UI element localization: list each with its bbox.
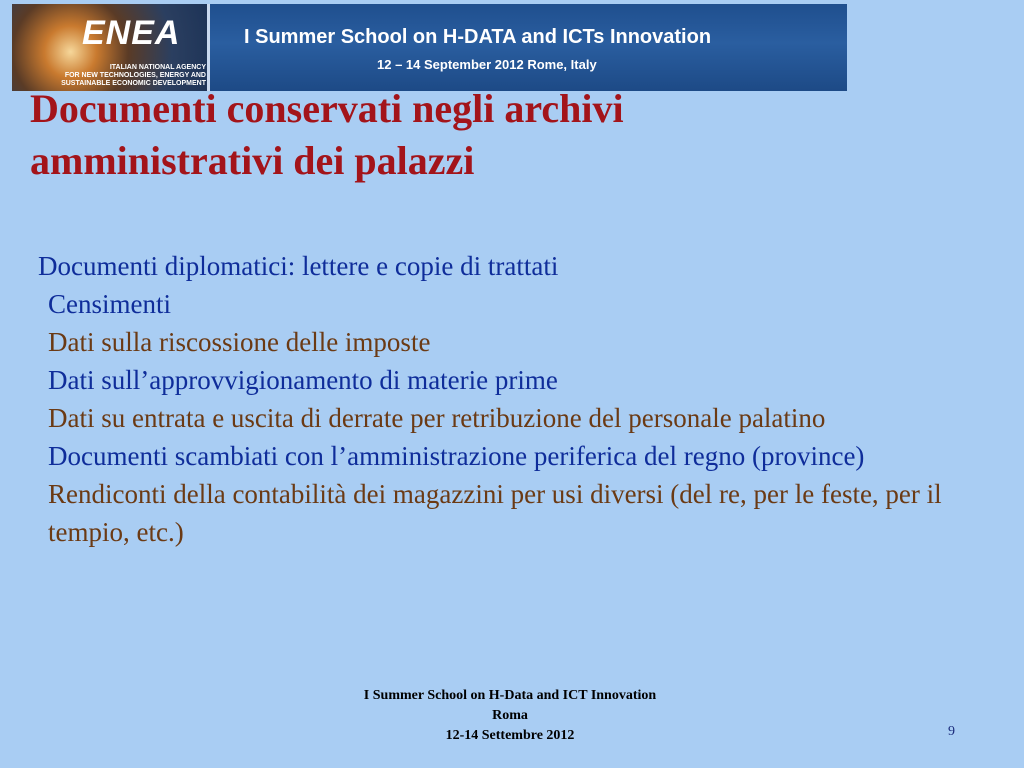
footer-city: Roma [492, 708, 528, 723]
banner-date: 12 – 14 September 2012 Rome, Italy [377, 57, 597, 72]
slide-footer [300, 686, 720, 746]
banner-title: I Summer School on H-DATA and ICTs Innovation [244, 26, 712, 48]
footer-dates: 12-14 Settembre 2012 [445, 728, 575, 743]
list-item: Dati su entrata e uscita di derrate per retribuzione del personale palatino [48, 403, 826, 433]
bullet-list [38, 247, 968, 551]
enea-logo [12, 4, 207, 91]
list-item: Documenti scambiati con l’amministrazione periferica del regno (province) [48, 441, 865, 471]
banner-divider [207, 4, 210, 91]
logo-subtitle: ITALIAN NATIONAL AGENCY FOR NEW TECHNOLOGIES, ENERGY AND SUSTAINABLE ECONOMIC DEVELOPMENT [61, 64, 206, 87]
logo-text: ENEA [82, 14, 181, 52]
header-banner [12, 4, 847, 91]
list-item: Dati sulla riscossione delle imposte [48, 327, 431, 357]
list-item: Rendiconti della contabilità dei magazzini per usi diversi (del re, per le feste, per il tempio, etc.) [48, 479, 942, 547]
list-item: Censimenti [48, 289, 171, 319]
list-item: Dati sull’approvvigionamento di materie prime [48, 365, 558, 395]
page-number: 9 [948, 724, 955, 739]
footer-event: I Summer School on H-Data and ICT Innovation [363, 688, 657, 703]
list-item: Documenti diplomatici: lettere e copie di trattati [38, 251, 559, 281]
slide-title: Documenti conservati negli archivi amministrativi dei palazzi [30, 86, 624, 183]
